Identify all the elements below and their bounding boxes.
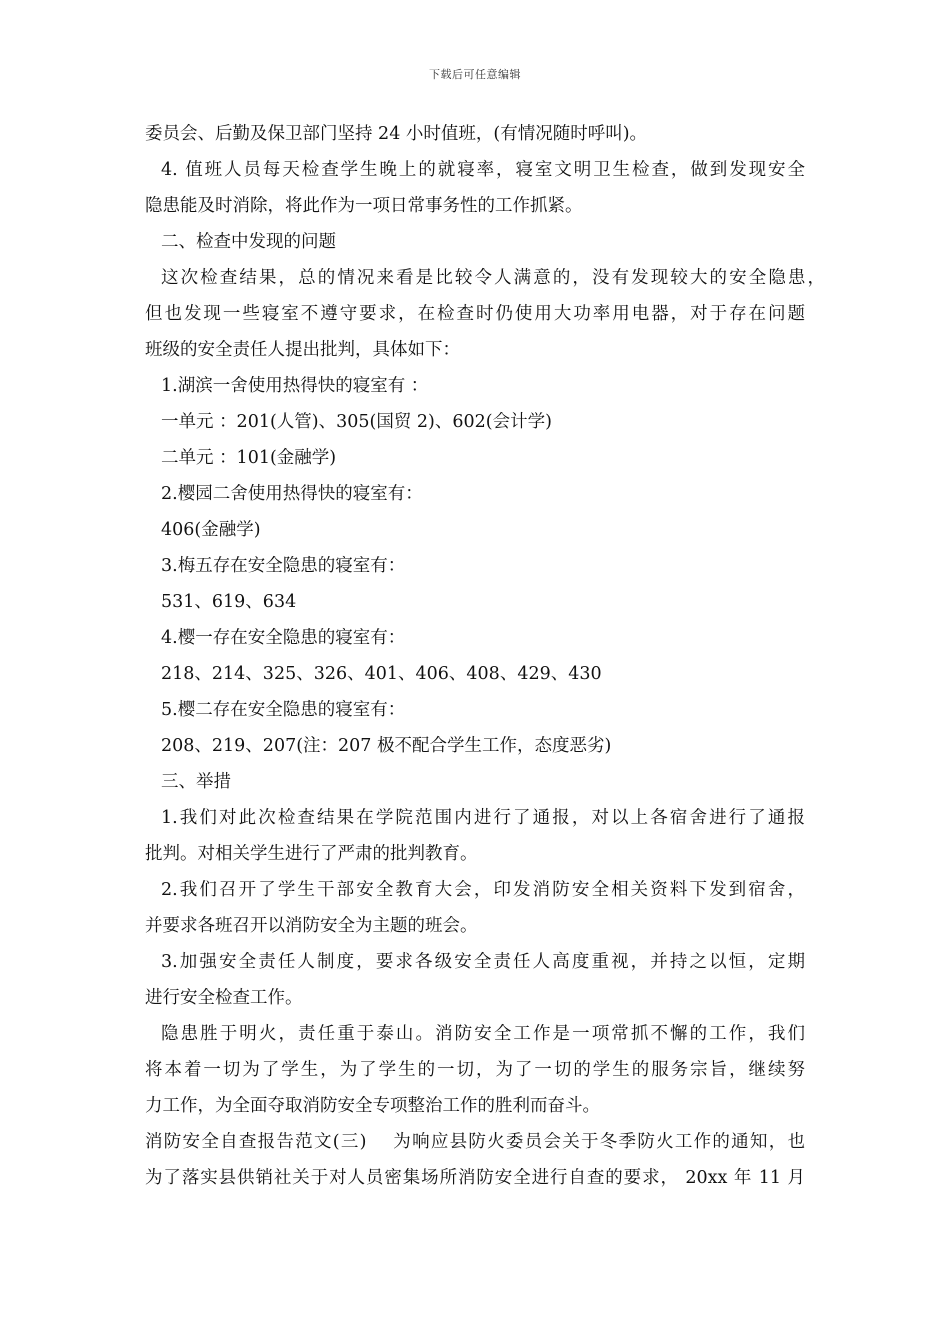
text-line: 3.加强安全责任人制度，要求各级安全责任人高度重视，并持之以恒，定期 <box>161 952 805 972</box>
text-line: 班级的安全责任人提出批判，具体如下： <box>145 340 460 360</box>
text-line: 隐患能及时消除，将此作为一项日常事务性的工作抓紧。 <box>145 196 583 216</box>
page-header: 下载后可任意编辑 <box>429 68 521 81</box>
list-item: 二单元 ：101(金融学) <box>161 448 337 468</box>
text-line: 消防安全自查报告范文(三) 为响应县防火委员会关于冬季防火工作的通知，也 <box>145 1132 805 1152</box>
text-line: 隐患胜于明火，责任重于泰山。消防安全工作是一项常抓不懈的工作，我们 <box>161 1024 805 1044</box>
list-item: 208、219、207(注：207 极不配合学生工作，态度恶劣) <box>161 736 612 756</box>
text-line: 批判。对相关学生进行了严肃的批判教育。 <box>145 844 478 864</box>
text-line: 进行安全检查工作。 <box>145 988 303 1008</box>
list-item: 4.樱一存在安全隐患的寝室有： <box>161 628 406 648</box>
text-line: 但也发现一些寝室不遵守要求，在检查时仍使用大功率用电器，对于存在问题 <box>145 304 805 324</box>
text-line: 并要求各班召开以消防安全为主题的班会。 <box>145 916 478 936</box>
text-line: 4. 值班人员每天检查学生晚上的就寝率，寝室文明卫生检查，做到发现安全 <box>161 160 805 180</box>
text-line: 2.我们召开了学生干部安全教育大会，印发消防安全相关资料下发到宿舍， <box>161 880 805 900</box>
list-item: 2.樱园二舍使用热得快的寝室有： <box>161 484 423 504</box>
list-item: 531、619、634 <box>161 592 297 612</box>
list-item: 5.樱二存在安全隐患的寝室有： <box>161 700 406 720</box>
list-item: 3.梅五存在安全隐患的寝室有： <box>161 556 406 576</box>
text-line: 将本着一切为了学生，为了学生的一切，为了一切的学生的服务宗旨，继续努 <box>145 1060 805 1080</box>
list-item: 一单元 ：201(人管)、305(国贸 2)、602(会计学) <box>161 412 552 432</box>
list-item: 218、214、325、326、401、406、408、429、430 <box>161 664 602 684</box>
text-line: 委员会、后勤及保卫部门坚持 24 小时值班，(有情况随时呼叫)。 <box>145 124 648 144</box>
section-heading: 三、举措 <box>161 772 231 792</box>
text-line: 1.我们对此次检查结果在学院范围内进行了通报，对以上各宿舍进行了通报 <box>161 808 805 828</box>
section-heading: 二、检查中发现的问题 <box>161 232 336 252</box>
text-line: 为了落实县供销社关于对人员密集场所消防安全进行自查的要求， 20xx 年 11 月 <box>145 1168 805 1188</box>
list-item: 1.湖滨一舍使用热得快的寝室有 ： <box>161 376 429 396</box>
list-item: 406(金融学) <box>161 520 261 540</box>
text-line: 这次检查结果，总的情况来看是比较令人满意的，没有发现较大的安全隐患， <box>161 268 825 288</box>
text-line: 力工作，为全面夺取消防安全专项整治工作的胜利而奋斗。 <box>145 1096 600 1116</box>
